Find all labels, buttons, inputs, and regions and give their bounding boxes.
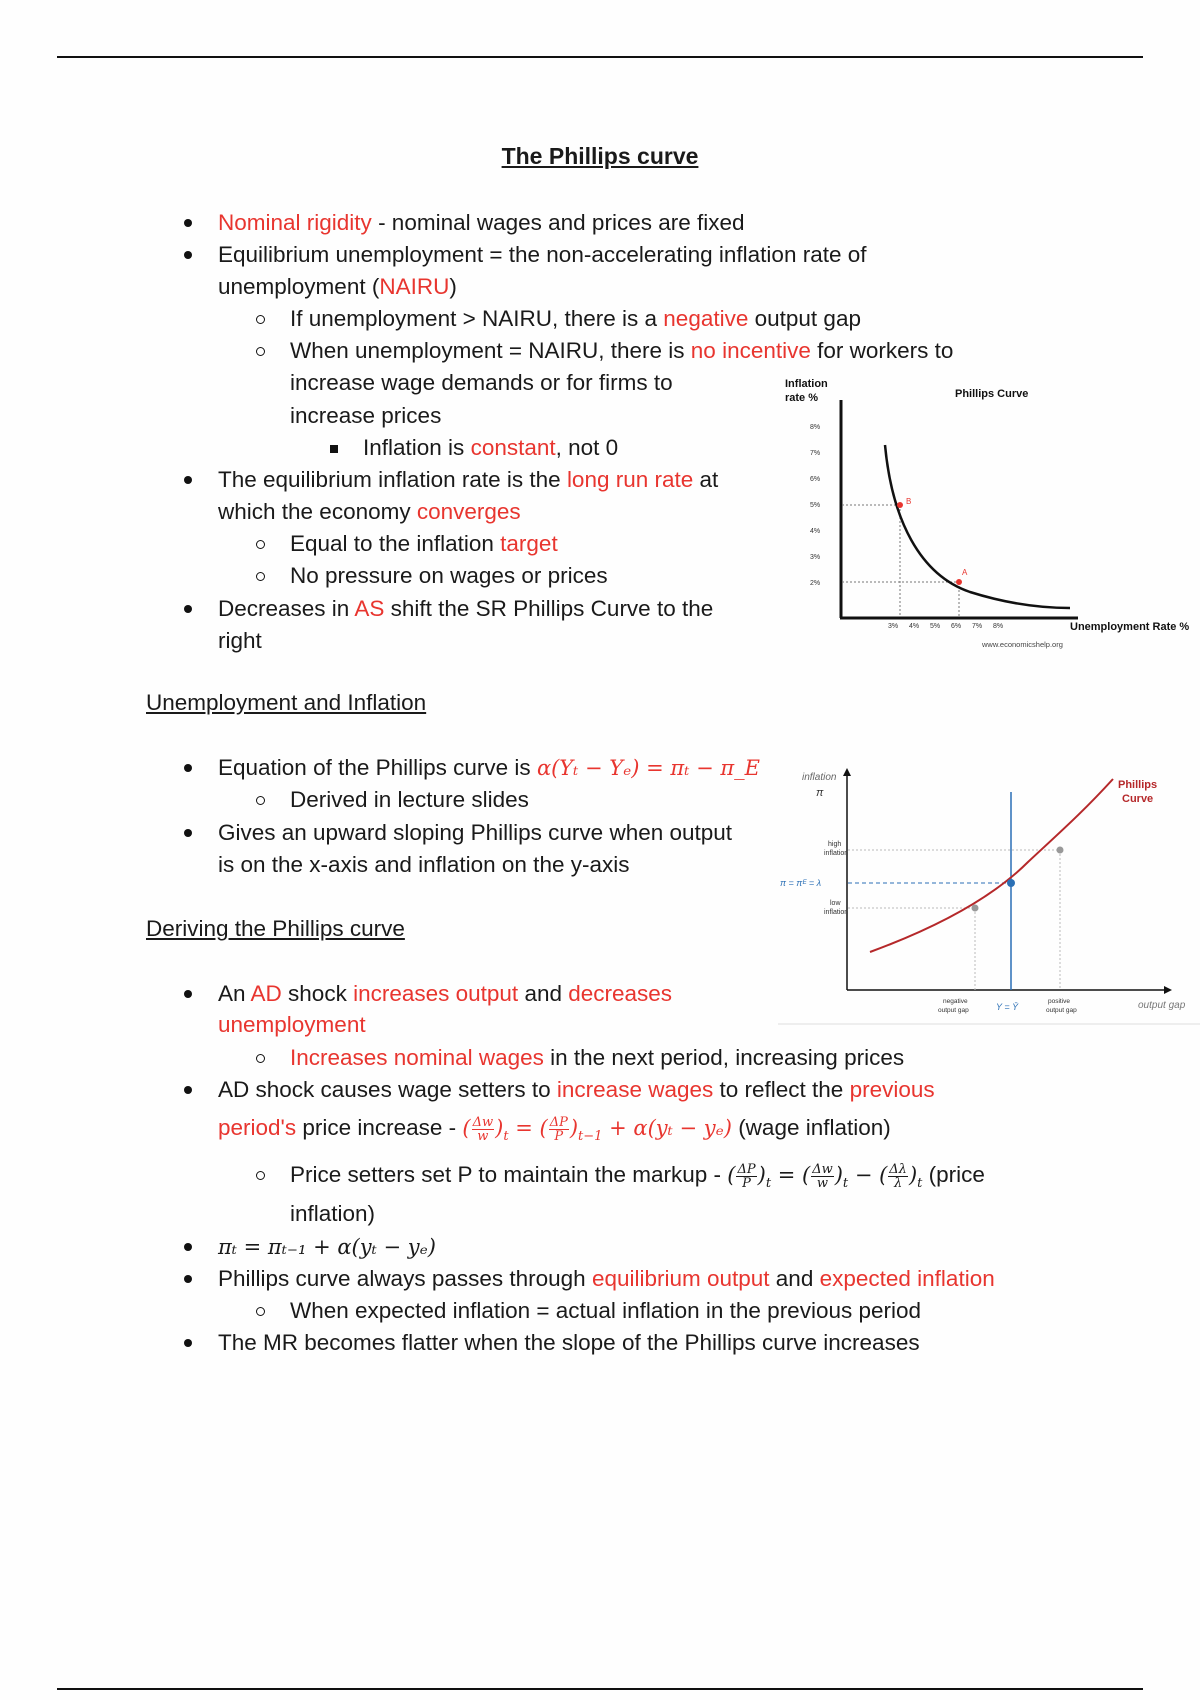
bullet-icon bbox=[184, 219, 192, 227]
x-arrow-icon bbox=[1164, 986, 1172, 994]
x-tick-label: 3% bbox=[888, 623, 899, 630]
phillips-curve-line bbox=[870, 779, 1113, 952]
list-item-cont: is on the x-axis and inflation on the y-axis bbox=[218, 852, 630, 877]
high-inflation-label: inflation bbox=[824, 850, 849, 857]
upward-phillips-chart bbox=[778, 762, 1200, 1027]
high-point-marker bbox=[1057, 847, 1064, 854]
list-item-cont: which the economy converges bbox=[218, 499, 521, 524]
bottom-rule bbox=[57, 1688, 1143, 1690]
bullet-icon bbox=[184, 1243, 192, 1251]
list-item: Phillips curve always passes through equilibrium output and expected inflation bbox=[218, 1266, 995, 1291]
low-inflation-label: inflation bbox=[824, 909, 849, 916]
list-item: The MR becomes flatter when the slope of the Phillips curve increases bbox=[218, 1330, 920, 1355]
x-tick-label: 5% bbox=[930, 623, 941, 630]
circle-bullet-icon bbox=[256, 315, 265, 324]
x-tick-label: 4% bbox=[909, 623, 920, 630]
bullet-icon bbox=[184, 251, 192, 259]
y-tick-label: 8% bbox=[810, 424, 821, 431]
point-a-label: A bbox=[962, 568, 968, 577]
sub-list-item: Price setters set P to maintain the markup - ( $\frac{\Delta P}{P}$ )$_t$ = ( $\frac{\Delta w}{w}$ )$_t$ − ( $\frac{\Delta\lambda}{\lambda}$ )$_t$ (price bbox=[290, 1162, 985, 1192]
list-item-cont: unemployment (NAIRU) bbox=[218, 274, 457, 299]
list-item: Equation of the Phillips curve is α(Yₜ − Yₑ) = πₜ − π_E bbox=[218, 755, 760, 780]
chart1-title: Phillips Curve bbox=[955, 388, 1029, 400]
sub-list-item: When expected inflation = actual inflation in the previous period bbox=[290, 1298, 922, 1323]
price-inflation-equation: ( $\frac{\Delta P}{P}$ )$_t$ = ( $\frac{\Delta w}{w}$ )$_t$ − ( $\frac{\Delta\lambda}{\lambda}$ )$_t$ bbox=[727, 1162, 923, 1192]
curve-label: Phillips bbox=[1118, 779, 1158, 791]
y-tick-label: 3% bbox=[810, 554, 821, 561]
neg-gap-label: output gap bbox=[938, 1007, 969, 1014]
y-tick-label: 5% bbox=[810, 502, 821, 509]
list-item: Decreases in AS shift the SR Phillips Curve to the bbox=[218, 596, 714, 621]
inflation-equation: πₜ = πₜ₋₁ + α(yₜ − yₑ) bbox=[218, 1235, 436, 1259]
x-tick-label: 8% bbox=[993, 623, 1004, 630]
point-b-label: B bbox=[906, 497, 912, 506]
pos-gap-label: output gap bbox=[1046, 1007, 1077, 1014]
sub-sub-list-item: Inflation is constant, not 0 bbox=[363, 435, 619, 460]
chart2-ylabel: inflation bbox=[802, 772, 837, 783]
y-tick-label: 6% bbox=[810, 476, 821, 483]
chart2-ylabel-pi: π bbox=[816, 787, 824, 799]
list-item: An AD shock increases output and decreases bbox=[218, 981, 673, 1006]
list-item-cont: right bbox=[218, 628, 262, 653]
x-tick-label: 7% bbox=[972, 623, 983, 630]
list-item: Nominal rigidity - nominal wages and prices are fixed bbox=[218, 210, 745, 235]
bullet-icon bbox=[184, 764, 192, 772]
list-item: Equilibrium unemployment = the non-accelerating inflation rate of bbox=[218, 242, 867, 267]
chart1-ylabel: rate % bbox=[785, 392, 819, 404]
pos-gap-label: positive bbox=[1048, 998, 1071, 1005]
circle-bullet-icon bbox=[256, 1307, 265, 1316]
section-heading-deriving: Deriving the Phillips curve bbox=[146, 916, 405, 941]
point-a-marker bbox=[956, 579, 962, 585]
circle-bullet-icon bbox=[256, 572, 265, 581]
y-tick-label: 7% bbox=[810, 450, 821, 457]
phillips-curve-chart bbox=[770, 370, 1200, 655]
low-point-marker bbox=[972, 905, 979, 912]
low-inflation-label: low bbox=[830, 900, 841, 907]
circle-bullet-icon bbox=[256, 796, 265, 805]
bullet-icon bbox=[184, 1275, 192, 1283]
bullet-icon bbox=[184, 1339, 192, 1347]
chart1-source: www.economicshelp.org bbox=[982, 640, 1063, 649]
point-b-marker bbox=[897, 502, 903, 508]
bullet-icon bbox=[184, 605, 192, 613]
circle-bullet-icon bbox=[256, 1054, 265, 1063]
list-item: The equilibrium inflation rate is the long run rate at bbox=[218, 467, 719, 492]
bullet-icon bbox=[184, 829, 192, 837]
y-tick-label: 2% bbox=[810, 580, 821, 587]
chart2-xlabel: output gap bbox=[1138, 1000, 1186, 1011]
y-tick-label: 4% bbox=[810, 528, 821, 535]
sub-list-item: If unemployment > NAIRU, there is a negative output gap bbox=[290, 306, 861, 331]
phillips-curve-line bbox=[885, 445, 1070, 608]
curve-label: Curve bbox=[1122, 793, 1154, 805]
bullet-icon bbox=[184, 990, 192, 998]
sub-list-item: When unemployment = NAIRU, there is no incentive for workers to bbox=[290, 338, 954, 363]
list-item-cont: period's price increase - ( $\frac{\Delta w}{w}$ )$_t$ = ( $\frac{\Delta P}{P}$ )$_{t-1} + \alpha(y_t - y_e)$ (wage inflation) bbox=[218, 1115, 891, 1145]
list-item-cont: unemployment bbox=[218, 1012, 366, 1037]
high-inflation-label: high bbox=[828, 841, 842, 848]
neg-gap-label: negative bbox=[943, 998, 968, 1005]
y-arrow-icon bbox=[843, 768, 851, 776]
sub-list-item-cont: inflation) bbox=[290, 1201, 376, 1226]
list-item: AD shock causes wage setters to increase wages to reflect the previous bbox=[218, 1077, 935, 1102]
y-eq-label: Y = Ȳ bbox=[996, 1002, 1019, 1012]
wage-inflation-equation: ( $\frac{\Delta w}{w}$ )$_t$ = ( $\frac{\Delta P}{P}$ )$_{t-1} + \alpha(y_t - y_e)$ bbox=[462, 1115, 732, 1145]
bullet-icon bbox=[184, 1086, 192, 1094]
top-rule bbox=[57, 56, 1143, 58]
sub-list-item: Increases nominal wages in the next period, increasing prices bbox=[290, 1045, 905, 1070]
sub-list-item: Equal to the inflation target bbox=[290, 531, 558, 556]
phillips-equation: α(Yₜ − Yₑ) = πₜ − π_E bbox=[536, 756, 760, 780]
chart1-xlabel: Unemployment Rate % bbox=[1070, 621, 1190, 633]
chart1-ylabel: Inflation bbox=[785, 378, 828, 390]
page-title: The Phillips curve bbox=[501, 143, 699, 169]
pi-equilibrium-label: π = πᴱ = λ bbox=[780, 878, 822, 888]
bullet-icon bbox=[184, 476, 192, 484]
equilibrium-point-marker bbox=[1007, 879, 1015, 887]
section-heading-unemployment-inflation: Unemployment and Inflation bbox=[146, 690, 427, 715]
sub-list-item: Derived in lecture slides bbox=[290, 787, 529, 812]
sub-list-item-cont: increase prices bbox=[290, 403, 442, 428]
square-bullet-icon bbox=[330, 445, 338, 453]
x-tick-label: 6% bbox=[951, 623, 962, 630]
circle-bullet-icon bbox=[256, 347, 265, 356]
sub-list-item-cont: increase wage demands or for firms to bbox=[290, 370, 673, 395]
list-item: Gives an upward sloping Phillips curve when output bbox=[218, 820, 733, 845]
circle-bullet-icon bbox=[256, 540, 265, 549]
sub-list-item: No pressure on wages or prices bbox=[290, 563, 608, 588]
circle-bullet-icon bbox=[256, 1171, 265, 1180]
